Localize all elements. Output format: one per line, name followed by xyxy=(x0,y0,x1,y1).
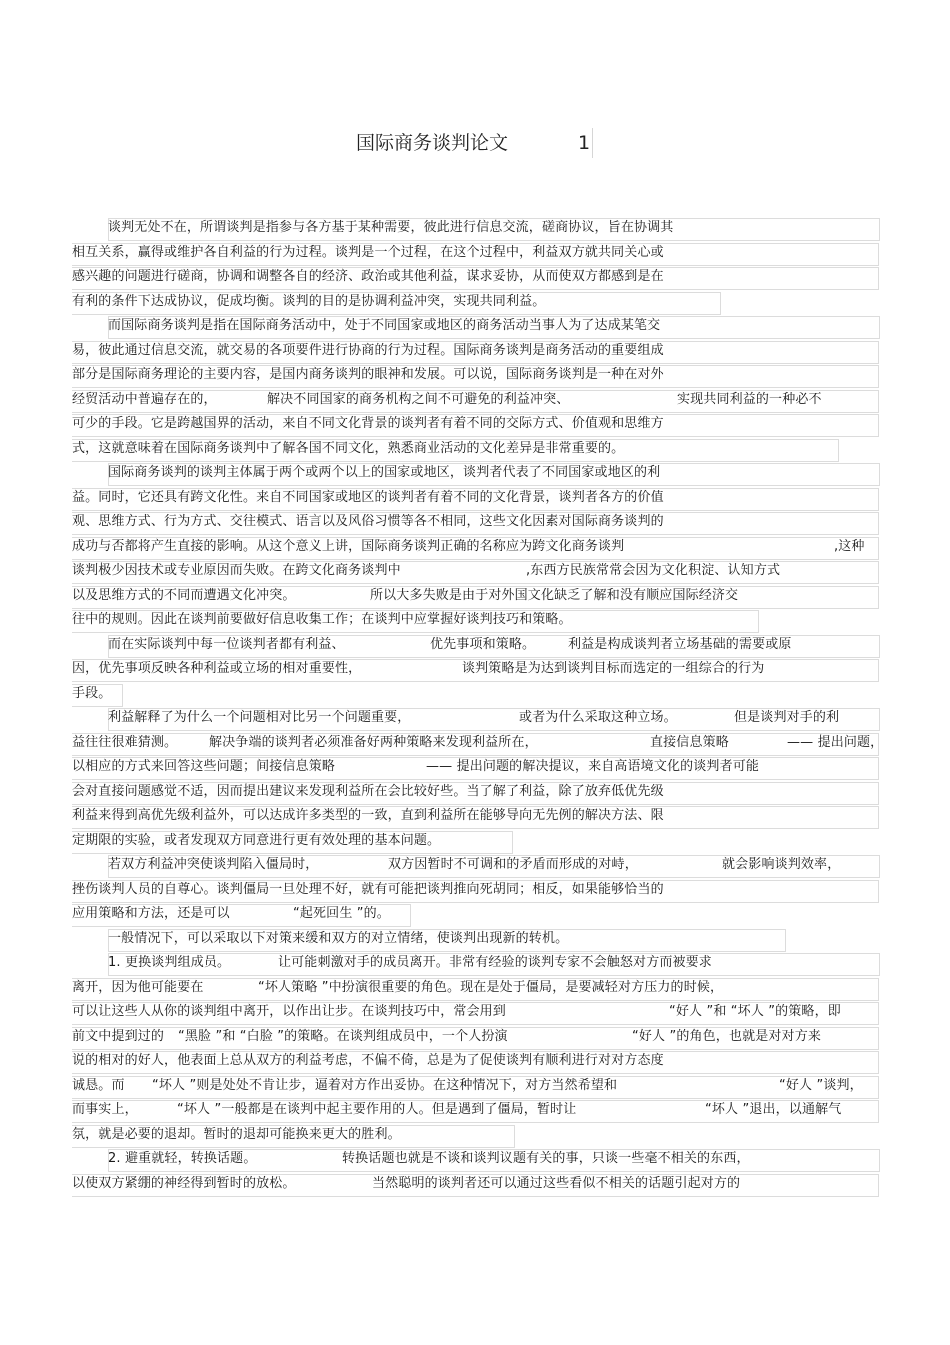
text-segment: 有利的条件下达成协议，促成均衡。谈判的目的是协调利益冲突，实现共同利益。 xyxy=(72,293,546,309)
text-segment: 应用策略和方法，还是可以 xyxy=(72,906,230,921)
title-number: 1 xyxy=(578,132,591,154)
text-segment: 而在实际谈判中每一位谈判者都有利益、 xyxy=(108,636,345,652)
text-segment: 所以大多失败是由于对外国文化缺乏了解和没有顺应国际经济交 xyxy=(370,587,739,603)
text-segment: 2. 避重就轻，转换话题。 xyxy=(108,1151,257,1166)
text-segment: 利益解释了为什么一个问题相对比另一个问题重要， xyxy=(108,710,411,725)
text-segment: 当然聪明的谈判者还可以通过这些看似不相关的话题引起对方的 xyxy=(372,1175,741,1191)
text-segment: “坏人 ”一般都是在谈判中起主要作用的人。但是遇到了僵局，暂时让 xyxy=(177,1102,577,1117)
text-segment: —— 提出问题， xyxy=(787,734,884,750)
text-line xyxy=(72,682,878,707)
text-segment: —— 提出问题的解决提议，来自高语境文化的谈判者可能 xyxy=(426,759,760,774)
text-line xyxy=(72,437,878,462)
text-line xyxy=(72,878,878,903)
text-line xyxy=(72,804,878,829)
text-line xyxy=(72,829,878,854)
text-line xyxy=(72,1098,878,1123)
text-segment: 让可能刺激对手的成员离开。非常有经验的谈判专家不会触怒对方而被要求 xyxy=(278,955,712,970)
text-segment: 相互关系，赢得或维护各自利益的行为过程。谈判是一个过程，在这个过程中，利益双方就共同关心或 xyxy=(72,244,664,260)
text-segment: 一般情况下，可以采取以下对策来缓和双方的对立情绪，使谈判出现新的转机。 xyxy=(108,930,569,946)
text-line xyxy=(72,216,878,241)
text-line xyxy=(72,363,878,388)
text-segment: 就会影响谈判效率， xyxy=(722,857,841,872)
text-line xyxy=(72,853,878,878)
text-segment: 往中的规则。因此在谈判前要做好信息收集工作；在谈判中应掌握好谈判技巧和策略。 xyxy=(72,612,572,627)
text-segment: 1. 更换谈判组成员。 xyxy=(108,955,231,970)
text-segment: 经贸活动中普遍存在的， xyxy=(72,391,217,407)
text-segment: 而事实上， xyxy=(72,1102,138,1117)
text-line xyxy=(72,486,878,511)
text-line xyxy=(72,510,878,535)
text-segment: ,东西方民族常常会因为文化积淀、认知方式 xyxy=(526,563,781,578)
text-segment: 成功与否都将产生直接的影响。从这个意义上讲，国际商务谈判正确的名称应为跨文化商务谈判 xyxy=(72,538,625,554)
text-line xyxy=(72,461,878,486)
text-line xyxy=(72,339,878,364)
text-segment: 谈判无处不在，所谓谈判是指参与各方基于某种需要，彼此进行信息交流，磋商协议，旨在协调其 xyxy=(108,220,674,235)
text-line xyxy=(72,731,884,756)
text-segment: 直接信息策略 xyxy=(650,734,729,750)
text-line xyxy=(72,927,878,952)
text-segment: 国际商务谈判的谈判主体属于两个或两个以上的国家或地区，谈判者代表了不同国家或地区的利 xyxy=(108,465,661,480)
text-line xyxy=(72,388,878,413)
text-segment: 谈判极少因技术或专业原因而失败。在跨文化商务谈判中 xyxy=(72,563,401,578)
text-segment: 谈判策略是为达到谈判目标而选定的一组综合的行为 xyxy=(462,661,765,676)
text-line xyxy=(72,633,878,658)
text-line xyxy=(72,241,878,266)
title-text: 国际商务谈判论文 xyxy=(356,132,509,154)
text-segment: 可以让这些人从你的谈判组中离开，以作出让步。在谈判技巧中，常会用到 xyxy=(72,1004,506,1019)
text-segment: ,这种 xyxy=(834,538,865,554)
text-line xyxy=(72,1147,878,1172)
text-segment: 说的相对的好人，他表面上总从双方的利益考虑，不偏不倚，总是为了促使谈判有顺利进行对对方态度 xyxy=(72,1053,664,1068)
text-line xyxy=(72,976,878,1001)
text-segment: 优先事项和策略。 xyxy=(430,636,536,652)
text-segment: 利益是构成谈判者立场基础的需要或原 xyxy=(568,636,792,652)
text-segment: 以及思维方式的不同而遭遇文化冲突。 xyxy=(72,587,296,603)
text-line xyxy=(72,1074,878,1099)
text-segment: “起死回生 ”的。 xyxy=(293,906,390,921)
document-title xyxy=(356,128,593,158)
text-line xyxy=(72,902,878,927)
text-segment: “坏人 ”退出，以通解气 xyxy=(705,1102,842,1117)
text-line xyxy=(72,780,878,805)
text-segment: 若双方利益冲突使谈判陷入僵局时， xyxy=(108,857,319,872)
text-segment: 益。同时，它还具有跨文化性。来自不同国家或地区的谈判者有着不同的文化背景，谈判者各方的价值 xyxy=(72,489,664,505)
text-line xyxy=(72,951,878,976)
text-segment: 感兴趣的问题进行磋商，协调和调整各自的经济、政治或其他利益，谋求妥协，从而使双方都感到是在 xyxy=(72,269,664,284)
text-segment: 会对直接问题感觉不适，因而提出建议来发现利益所在会比较好些。当了解了利益，除了放弃低优先级 xyxy=(72,783,664,799)
text-line xyxy=(72,608,878,633)
text-segment: 手段。 xyxy=(72,685,112,701)
text-segment: 以使双方紧绷的神经得到暂时的放松。 xyxy=(72,1175,296,1191)
text-segment: “黑脸 ”和 “白脸 ”的策略。在谈判组成员中，一个人扮演 xyxy=(178,1028,508,1044)
text-segment: 氛，就是必要的退却。暂时的退却可能换来更大的胜利。 xyxy=(72,1126,401,1142)
text-line xyxy=(72,559,878,584)
document-body xyxy=(72,216,884,1196)
text-line xyxy=(72,535,878,560)
text-segment: 诚恳。而 xyxy=(72,1077,125,1093)
text-segment: “坏人 ”则是处处不肯让步，逼着对方作出妥协。在这种情况下，对方当然希望和 xyxy=(152,1077,618,1093)
text-line xyxy=(72,265,878,290)
text-line xyxy=(72,584,878,609)
text-line xyxy=(72,706,878,731)
text-segment: 离开，因为他可能要在 xyxy=(72,979,204,995)
text-line xyxy=(72,755,878,780)
text-segment: 实现共同利益的一种必不 xyxy=(677,391,822,407)
text-segment: 定期限的实验，或者发现双方同意进行更有效处理的基本问题。 xyxy=(72,832,441,848)
text-line xyxy=(72,290,878,315)
text-line xyxy=(72,1025,878,1050)
text-line xyxy=(72,1172,878,1197)
text-segment: “好人 ”的角色，也就是对对方来 xyxy=(632,1028,822,1044)
text-line xyxy=(72,1123,878,1148)
text-segment: 前文中提到过的 xyxy=(72,1028,165,1044)
text-segment: “坏人策略 ”中扮演很重要的角色。现在是处于僵局，是要减轻对方压力的时候， xyxy=(258,979,724,995)
text-line xyxy=(72,1000,878,1025)
text-segment: 式，这就意味着在国际商务谈判中了解各国不同文化，熟悉商业活动的文化差异是非常重要的。 xyxy=(72,440,625,456)
text-segment: 益往往很难猜测。 xyxy=(72,734,178,750)
text-segment: 或者为什么采取这种立场。 xyxy=(519,710,677,725)
text-line xyxy=(72,1049,878,1074)
text-segment: 以相应的方式来回答这些问题；间接信息策略 xyxy=(72,759,336,774)
text-line xyxy=(72,314,878,339)
text-segment: 利益来得到高优先级利益外，可以达成许多类型的一致，直到利益所在能够导向无先例的解决方法、限 xyxy=(72,808,664,823)
text-segment: 部分是国际商务理论的主要内容，是国内商务谈判的眼神和发展。可以说，国际商务谈判是一种在对外 xyxy=(72,367,664,382)
text-segment: 转换话题也就是不谈和谈判议题有关的事，只谈一些毫不相关的东西， xyxy=(342,1151,750,1166)
text-segment: 挫伤谈判人员的自尊心。谈判僵局一旦处理不好，就有可能把谈判推向死胡同；相反，如果能够恰当的 xyxy=(72,881,664,897)
text-segment: “好人 ”谈判， xyxy=(779,1077,863,1093)
text-segment: “好人 ”和 “坏人 ”的策略，即 xyxy=(669,1004,841,1019)
text-line xyxy=(72,657,878,682)
text-line xyxy=(72,412,878,437)
text-segment: 双方因暂时不可调和的矛盾而形成的对峙， xyxy=(388,857,638,872)
text-segment: 解决争端的谈判者必须准备好两种策略来发现利益所在， xyxy=(209,734,538,750)
text-segment: 因，优先事项反映各种利益或立场的相对重要性， xyxy=(72,661,362,676)
text-segment: 可少的手段。它是跨越国界的活动，来自不同文化背景的谈判者有着不同的交际方式、价值观和思维方 xyxy=(72,416,664,431)
text-segment: 但是谈判对手的利 xyxy=(734,710,840,725)
text-segment: 观、思维方式、行为方式、交往模式、语言以及风俗习惯等各不相同，这些文化因素对国际商务谈判的 xyxy=(72,514,664,529)
text-segment: 易，彼此通过信息交流，就交易的各项要件进行协商的行为过程。国际商务谈判是商务活动的重要组成 xyxy=(72,342,664,358)
text-segment: 而国际商务谈判是指在国际商务活动中，处于不同国家或地区的商务活动当事人为了达成某笔交 xyxy=(108,318,661,333)
text-segment: 解决不同国家的商务机构之间不可避免的利益冲突、 xyxy=(267,391,570,407)
